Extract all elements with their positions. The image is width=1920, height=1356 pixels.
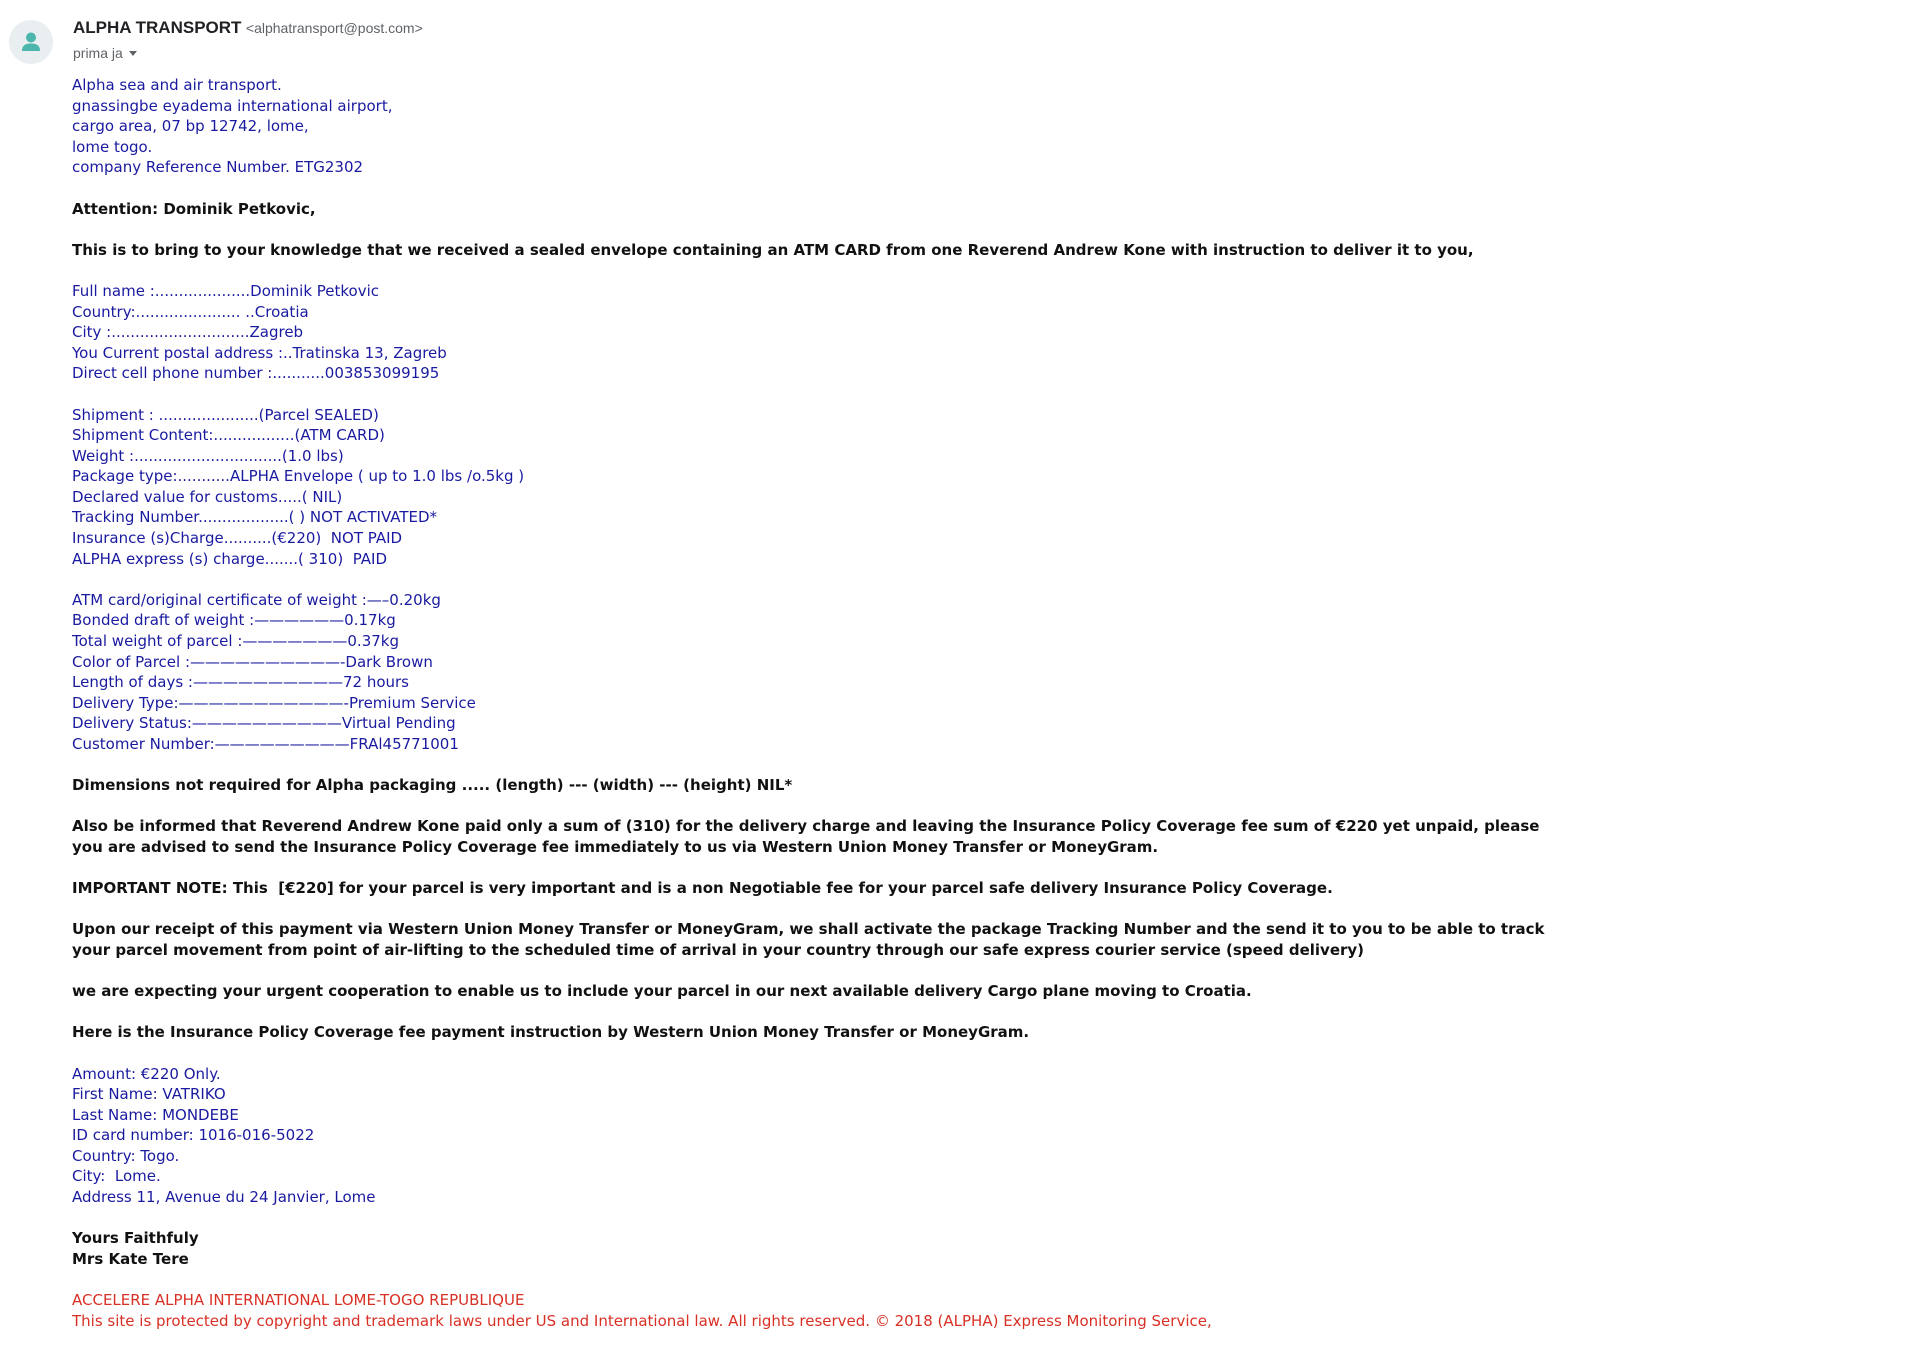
detail-line: Package type:...........ALPHA Envelope ( up to 1.0 lbs /o.5kg ) [72,467,525,486]
detail-line: Insurance (s)Charge..........(€220) NOT PAID [72,529,403,548]
detail-line: Length of days :——————————72 hours [72,673,409,692]
detail-line: Full name :....................Dominik Petkovic [72,281,380,300]
paragraph: Also be informed that Reverend Andrew Kone paid only a sum of (310) for the delivery charge and leaving the Insurance Policy Coverage fee sum of €220 yet unpaid, please you are advised to send the Insurance Policy Coverage fee immediately to us via Western Union Money Transfer or MoneyGram. [72,817,1540,856]
detail-line: You Current postal address :..Tratinska 13, Zagreb [72,343,447,362]
payment-line: Last Name: MONDEBE [72,1105,239,1124]
to-label: prima ja [73,45,123,61]
footer [72,1290,1632,1331]
person-icon [21,31,41,53]
detail-line: Delivery Type:———————————-Premium Service [72,693,476,712]
signature-closing: Yours Faithfuly [72,1229,199,1248]
detail-line: Tracking Number...................( ) NOT ACTIVATED* [72,508,438,527]
reference-number: company Reference Number. ETG2302 [72,158,364,177]
address-line: gnassingbe eyadema international airport, [72,96,393,115]
address-block [72,75,1632,178]
detail-line: Total weight of parcel :———————0.37kg [72,632,399,651]
address-line: Alpha sea and air transport. [72,76,282,94]
paragraph: Here is the Insurance Policy Coverage fee payment instruction by Western Union Money Transfer or MoneyGram. [72,1023,1030,1042]
footer-company: ACCELERE ALPHA INTERNATIONAL LOME-TOGO REPUBLIQUE [72,1291,525,1310]
email-body [72,75,1632,1331]
footer-copyright: This site is protected by copyright and trademark laws under US and International law. All rights reserved. © 2018 (ALPHA) Express Monitoring Service, [72,1311,1212,1330]
sender-line [73,18,423,38]
detail-line: Direct cell phone number :...........003853099195 [72,364,440,383]
sender-email[interactable]: <alphatransport@post.com> [245,20,423,36]
signature [72,1228,1632,1269]
detail-line: Delivery Status:——————————Virtual Pending [72,714,456,733]
payment-line: ID card number: 1016-016-5022 [72,1126,315,1145]
chevron-down-icon[interactable] [129,51,137,56]
recipient-details-toggle[interactable] [73,45,423,61]
address-line: lome togo. [72,137,153,156]
sender-avatar[interactable] [9,20,53,64]
paragraph: Upon our receipt of this payment via Western Union Money Transfer or MoneyGram, we shall activate the package Tracking Number and the send it to you to be able to track your parcel movement from point of air-lifting to the scheduled time of arrival in your country through our safe express courier service (speed delivery) [72,920,1545,959]
detail-line: Bonded draft of weight :——————0.17kg [72,611,396,630]
detail-line: Color of Parcel :——————————-Dark Brown [72,652,433,671]
parcel-details [72,590,1632,755]
payment-line: Address 11, Avenue du 24 Janvier, Lome [72,1188,376,1207]
address-line: cargo area, 07 bp 12742, lome, [72,117,309,136]
detail-line: City :.............................Zagreb [72,323,304,342]
detail-line: Shipment Content:.................(ATM CARD) [72,426,385,445]
dimensions-note: Dimensions not required for Alpha packaging ..... (length) --- (width) --- (height) NIL* [72,776,793,795]
detail-line: Customer Number:—————————FRAl45771001 [72,735,459,753]
detail-line: Country:...................... ..Croatia [72,302,309,321]
payment-line: Amount: €220 Only. [72,1064,221,1083]
signature-name: Mrs Kate Tere [72,1249,189,1268]
detail-line: Weight :...............................(1.0 lbs) [72,446,344,465]
detail-line: ATM card/original certificate of weight :—–0.20kg [72,590,441,609]
email-header [73,18,423,61]
attention-line: Attention: Dominik Petkovic, [72,199,316,218]
paragraph: we are expecting your urgent cooperation to enable us to include your parcel in our next available delivery Cargo plane moving to Croatia. [72,982,1252,1001]
recipient-details [72,281,1632,384]
detail-line: Declared value for customs.....( NIL) [72,487,343,506]
shipment-details [72,405,1632,570]
intro-paragraph: This is to bring to your knowledge that we received a sealed envelope containing an ATM CARD from one Reverend Andrew Kone with instruction to deliver it to you, [72,240,1474,259]
sender-name[interactable]: ALPHA TRANSPORT [73,18,242,37]
important-note: IMPORTANT NOTE: This [€220] for your parcel is very important and is a non Negotiable fee for your parcel safe delivery Insurance Policy Coverage. [72,879,1333,898]
payment-line: Country: Togo. [72,1146,180,1165]
detail-line: Shipment : .....................(Parcel SEALED) [72,405,379,424]
payment-details [72,1064,1632,1208]
payment-line: First Name: VATRIKO [72,1085,226,1104]
detail-line: ALPHA express (s) charge.......( 310) PAID [72,549,388,568]
payment-line: City: Lome. [72,1167,161,1186]
